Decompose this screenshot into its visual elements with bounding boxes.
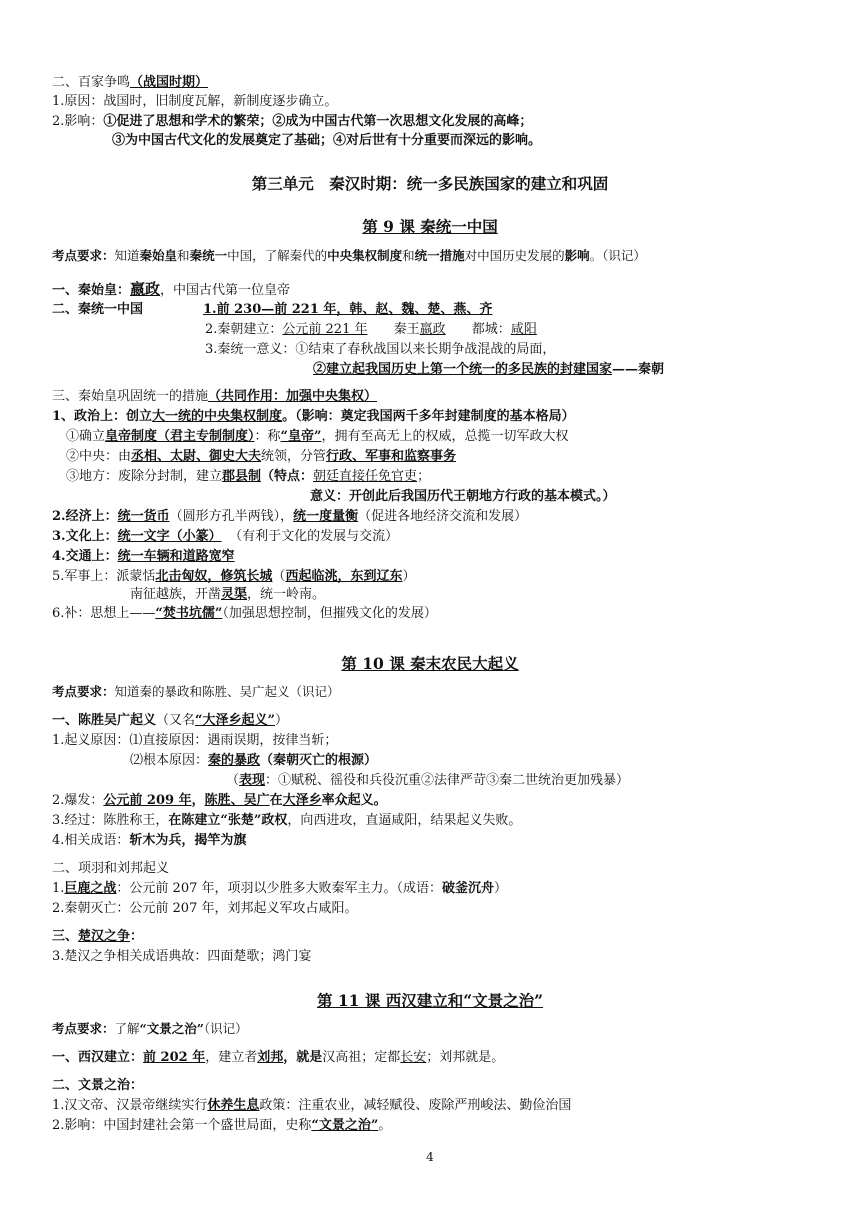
heading-emphasis: （战国时期） <box>130 75 209 90</box>
underlined-text: 行政、军事和监察事务 <box>326 449 457 464</box>
lesson-title-text: 第 11 课 西汉建立和“文景之治” <box>316 991 544 1010</box>
text: ：①赋税、徭役和兵役沉重②法律严苛③秦二世统治更加残暴） <box>265 773 630 788</box>
underlined-text: 咸阳 <box>510 322 537 337</box>
text-line <box>52 528 398 546</box>
text-line: 2.秦朝灭亡：公元前 207 年，刘邦起义军攻占咸阳。 <box>52 901 358 916</box>
section-heading-baijia <box>52 74 208 92</box>
lesson-title <box>0 990 860 1012</box>
text-line <box>52 508 527 526</box>
underlined-text: 表现 <box>239 773 266 788</box>
text-line <box>52 605 437 623</box>
text-line <box>52 1117 391 1135</box>
lesson-title-text: 第 10 课 秦末农民大起义 <box>341 654 519 673</box>
text-line <box>226 772 629 790</box>
text-line: 二、秦统一中国 <box>52 302 144 317</box>
req-label: 考点要求： <box>52 1021 115 1036</box>
bold-text: ——秦朝 <box>612 362 665 377</box>
text: ） <box>275 713 289 728</box>
underlined-text: 北击匈奴，修筑长城 <box>155 569 273 584</box>
text: ，建立者 <box>205 1050 258 1065</box>
text: 知道 <box>114 248 140 263</box>
underlined-text: “皇帝” <box>280 429 322 444</box>
text: 和 <box>177 248 190 263</box>
text-line: 1.原因：战国时，旧制度瓦解，新制度逐步确立。 <box>52 94 338 109</box>
underlined-text: 长安 <box>400 1050 427 1065</box>
text: （促进各地经济交流和发展） <box>358 509 528 524</box>
underlined-text: 公元前 221 年 <box>282 322 368 337</box>
underlined-text: 公元前 209 年 <box>103 793 192 808</box>
heading-text: 二、百家争鸣 <box>52 75 131 90</box>
text-line <box>52 712 288 730</box>
label: 2.影响： <box>52 114 104 129</box>
text: 汉高祖；定都 <box>322 1050 401 1065</box>
bold-text: 破釜沉舟 <box>442 881 495 896</box>
underlined-text: 大一统的中央集权制度 <box>152 409 283 424</box>
text: 4.相关成语： <box>52 833 130 848</box>
heading: 一、西汉建立： <box>52 1050 144 1065</box>
bold-text: （秦朝灭亡的根源） <box>260 753 378 768</box>
underlined-text: 统一文字（小篆） <box>117 529 222 544</box>
underlined-text: 灵渠 <box>221 587 248 602</box>
underlined-text: 西起临洮，东到辽东 <box>285 569 403 584</box>
bold-text: 率众起义。 <box>321 793 387 808</box>
underlined-text: 皇帝制度（君主专制制度） <box>105 429 255 444</box>
text: ；刘邦就是。 <box>426 1050 505 1065</box>
text-line <box>205 321 537 339</box>
underlined-text: 刘邦 <box>257 1050 284 1065</box>
underlined-text: 休养生息 <box>207 1098 260 1113</box>
text: （ <box>272 569 286 584</box>
text-line <box>52 548 235 566</box>
bold-text: 4.交通上： <box>52 549 118 564</box>
underlined-text: “焚书坑儒” <box>155 606 223 621</box>
text-line <box>52 408 575 426</box>
text: 政策：注重农业，减轻赋役、废除严刑峻法、勤俭治国 <box>259 1098 572 1113</box>
text: （ <box>226 773 240 788</box>
text-line <box>52 1097 571 1115</box>
label: 都城： <box>471 322 511 337</box>
text: 2.影响：中国封建社会第一个盛世局面，史称 <box>52 1118 312 1133</box>
text: （有利于文化的发展与交流） <box>235 529 399 544</box>
text: ： <box>130 929 144 944</box>
text-line: 1.前 230—前 221 年，韩、赵、魏、楚、燕、齐 <box>203 302 493 317</box>
text: （加强思想控制，但摧残文化的发展） <box>222 606 437 621</box>
heading: 三、秦始皇巩固统一的措施 <box>52 389 209 404</box>
text: ：公元前 207 年，项羽以少胜多大败秦军主力。（成语： <box>116 881 442 896</box>
text-line <box>130 752 377 770</box>
exam-requirement <box>52 247 646 265</box>
text: 中国，了解秦代的 <box>227 248 328 263</box>
text-line <box>52 280 290 300</box>
text-line <box>66 448 456 466</box>
text: ） <box>402 569 416 584</box>
text: 1、政治上：创立 <box>52 409 153 424</box>
bold-text: 中央集权制度 <box>327 248 403 263</box>
text: 统领，分管 <box>261 449 327 464</box>
text: ； <box>417 469 431 484</box>
heading: 一、秦始皇： <box>52 283 131 298</box>
underlined-text: 统一车辆和道路宽窄 <box>117 549 235 564</box>
text-line <box>52 928 143 946</box>
text-line <box>52 832 246 850</box>
text-line: 意义：开创此后我国历代王朝地方行政的基本模式。） <box>310 489 616 504</box>
text: （圆形方孔半两钱）， <box>169 509 294 524</box>
unit-title: 第三单元 秦汉时期：统一多民族国家的建立和巩固 <box>251 174 609 193</box>
text-line <box>313 361 664 379</box>
lesson-title <box>0 653 860 675</box>
text-line <box>52 1049 504 1067</box>
underlined-text: 嬴政 <box>130 280 161 298</box>
text: 5.军事上：派蒙恬 <box>52 569 156 584</box>
text: 和 <box>402 248 415 263</box>
text-line <box>52 388 377 406</box>
text-line <box>52 812 521 830</box>
text: 3.经过：陈胜称王， <box>52 813 169 828</box>
text: ， <box>191 793 205 808</box>
underlined-text: 统一货币 <box>117 509 170 524</box>
bold-text: 秦始皇 <box>139 248 178 263</box>
text-line: 3.秦统一意义：①结束了春秋战国以来长期争战混战的局面， <box>205 342 556 357</box>
bold-text: “文景之治” <box>139 1021 204 1036</box>
text: ，拥有至高无上的权威，总揽一切军政大权 <box>321 429 569 444</box>
underlined-text: 丞相、太尉、御史大夫 <box>131 449 262 464</box>
bold-text: 秦统一 <box>189 248 228 263</box>
bold-text: 2.经济上： <box>52 509 118 524</box>
text-line: 二、项羽和刘邦起义 <box>52 861 170 876</box>
text: 。（影响：奠定我国两千多年封建制度的基本格局） <box>282 409 575 424</box>
text: 对中国历史发展的 <box>464 248 565 263</box>
underlined-text: 秦的暴政 <box>208 753 261 768</box>
underlined-text: “大泽乡起义” <box>195 713 275 728</box>
underlined-text: （共同作用：加强中央集权） <box>208 389 378 404</box>
text-line <box>130 586 325 604</box>
bold-text: ①促进了思想和学术的繁荣；②成为中国古代第一次思想文化发展的高峰； <box>103 114 533 129</box>
text: ，向西进攻，直逼咸阳，结果起义失败。 <box>287 813 522 828</box>
underlined-text: 大泽乡 <box>282 793 322 808</box>
bold-text: （特点： <box>261 469 314 484</box>
underlined-text: 楚汉之争 <box>78 929 131 944</box>
page-number: 4 <box>426 1150 434 1164</box>
text-line <box>66 468 430 486</box>
text-line: 3.楚汉之争相关成语典故：四面楚歌；鸿门宴 <box>52 949 312 964</box>
text: 2.爆发： <box>52 793 104 808</box>
text-line <box>52 792 387 810</box>
text: ⑵根本原因： <box>130 753 209 768</box>
text: （又名 <box>156 713 196 728</box>
underlined-text: 陈胜、吴广 <box>204 793 270 808</box>
text: 知道秦的暴政和陈胜、吴广起义（识记） <box>114 684 340 699</box>
text: 了解 <box>114 1021 140 1036</box>
text: （识记） <box>203 1021 248 1036</box>
lesson-title-text: 第 9 课 秦统一中国 <box>362 217 498 236</box>
bold-text: 3.文化上： <box>52 529 118 544</box>
exam-requirement <box>52 1020 248 1038</box>
bold-text: 影响 <box>564 248 590 263</box>
label: 秦王 <box>393 322 420 337</box>
text: 1. <box>52 881 65 896</box>
text: ①确立 <box>66 429 106 444</box>
underlined-text: 巨鹿之战 <box>64 881 117 896</box>
label: 2.秦朝建立： <box>205 322 283 337</box>
underlined-text: 前 202 年 <box>143 1050 206 1065</box>
bold-text: 统一措施 <box>414 248 465 263</box>
underlined-text: 嬴政 <box>419 322 446 337</box>
text-line: ③为中国古代文化的发展奠定了基础；④对后世有十分重要而深远的影响。 <box>112 133 542 148</box>
text: 6.补：思想上—— <box>52 606 156 621</box>
heading: 一、陈胜吴广起义 <box>52 713 157 728</box>
req-label: 考点要求： <box>52 684 115 699</box>
text: ②中央：由 <box>66 449 132 464</box>
text-line <box>52 568 415 586</box>
underlined-text: 统一度量衡 <box>293 509 359 524</box>
text: ，中国古代第一位皇帝 <box>160 283 291 298</box>
underlined-text: ②建立起我国历史上第一个统一的多民族的封建国家 <box>313 362 613 377</box>
text: 南征越族，开凿 <box>130 587 222 602</box>
lesson-title <box>0 216 860 238</box>
text-line: 1.起义原因：⑴直接原因：遇雨误期，按律当斩； <box>52 733 338 748</box>
text: 在 <box>269 793 283 808</box>
text-line <box>52 880 507 898</box>
text: 1.汉文帝、汉景帝继续实行 <box>52 1098 208 1113</box>
text: ③地方：废除分封制，建立 <box>66 469 223 484</box>
text: ：称 <box>254 429 281 444</box>
text-line <box>66 428 569 446</box>
heading: 三、 <box>52 929 79 944</box>
text: ） <box>494 881 508 896</box>
bold-text: 在陈建立“张楚”政权 <box>168 813 288 828</box>
text-line <box>52 113 532 131</box>
req-label: 考点要求： <box>52 248 115 263</box>
underlined-text: “文景之治” <box>311 1118 379 1133</box>
text-line: 二、文景之治： <box>52 1078 144 1093</box>
bold-text: 斩木为兵，揭竿为旗 <box>129 833 247 848</box>
text: ，统一岭南。 <box>247 587 326 602</box>
text: 。 <box>378 1118 392 1133</box>
text: 。（识记） <box>589 248 646 263</box>
underlined-text: 郡县制 <box>222 469 262 484</box>
bold-text: ，就是 <box>283 1050 323 1065</box>
underlined-text: 朝廷直接任免官吏 <box>313 469 418 484</box>
exam-requirement <box>52 683 340 701</box>
